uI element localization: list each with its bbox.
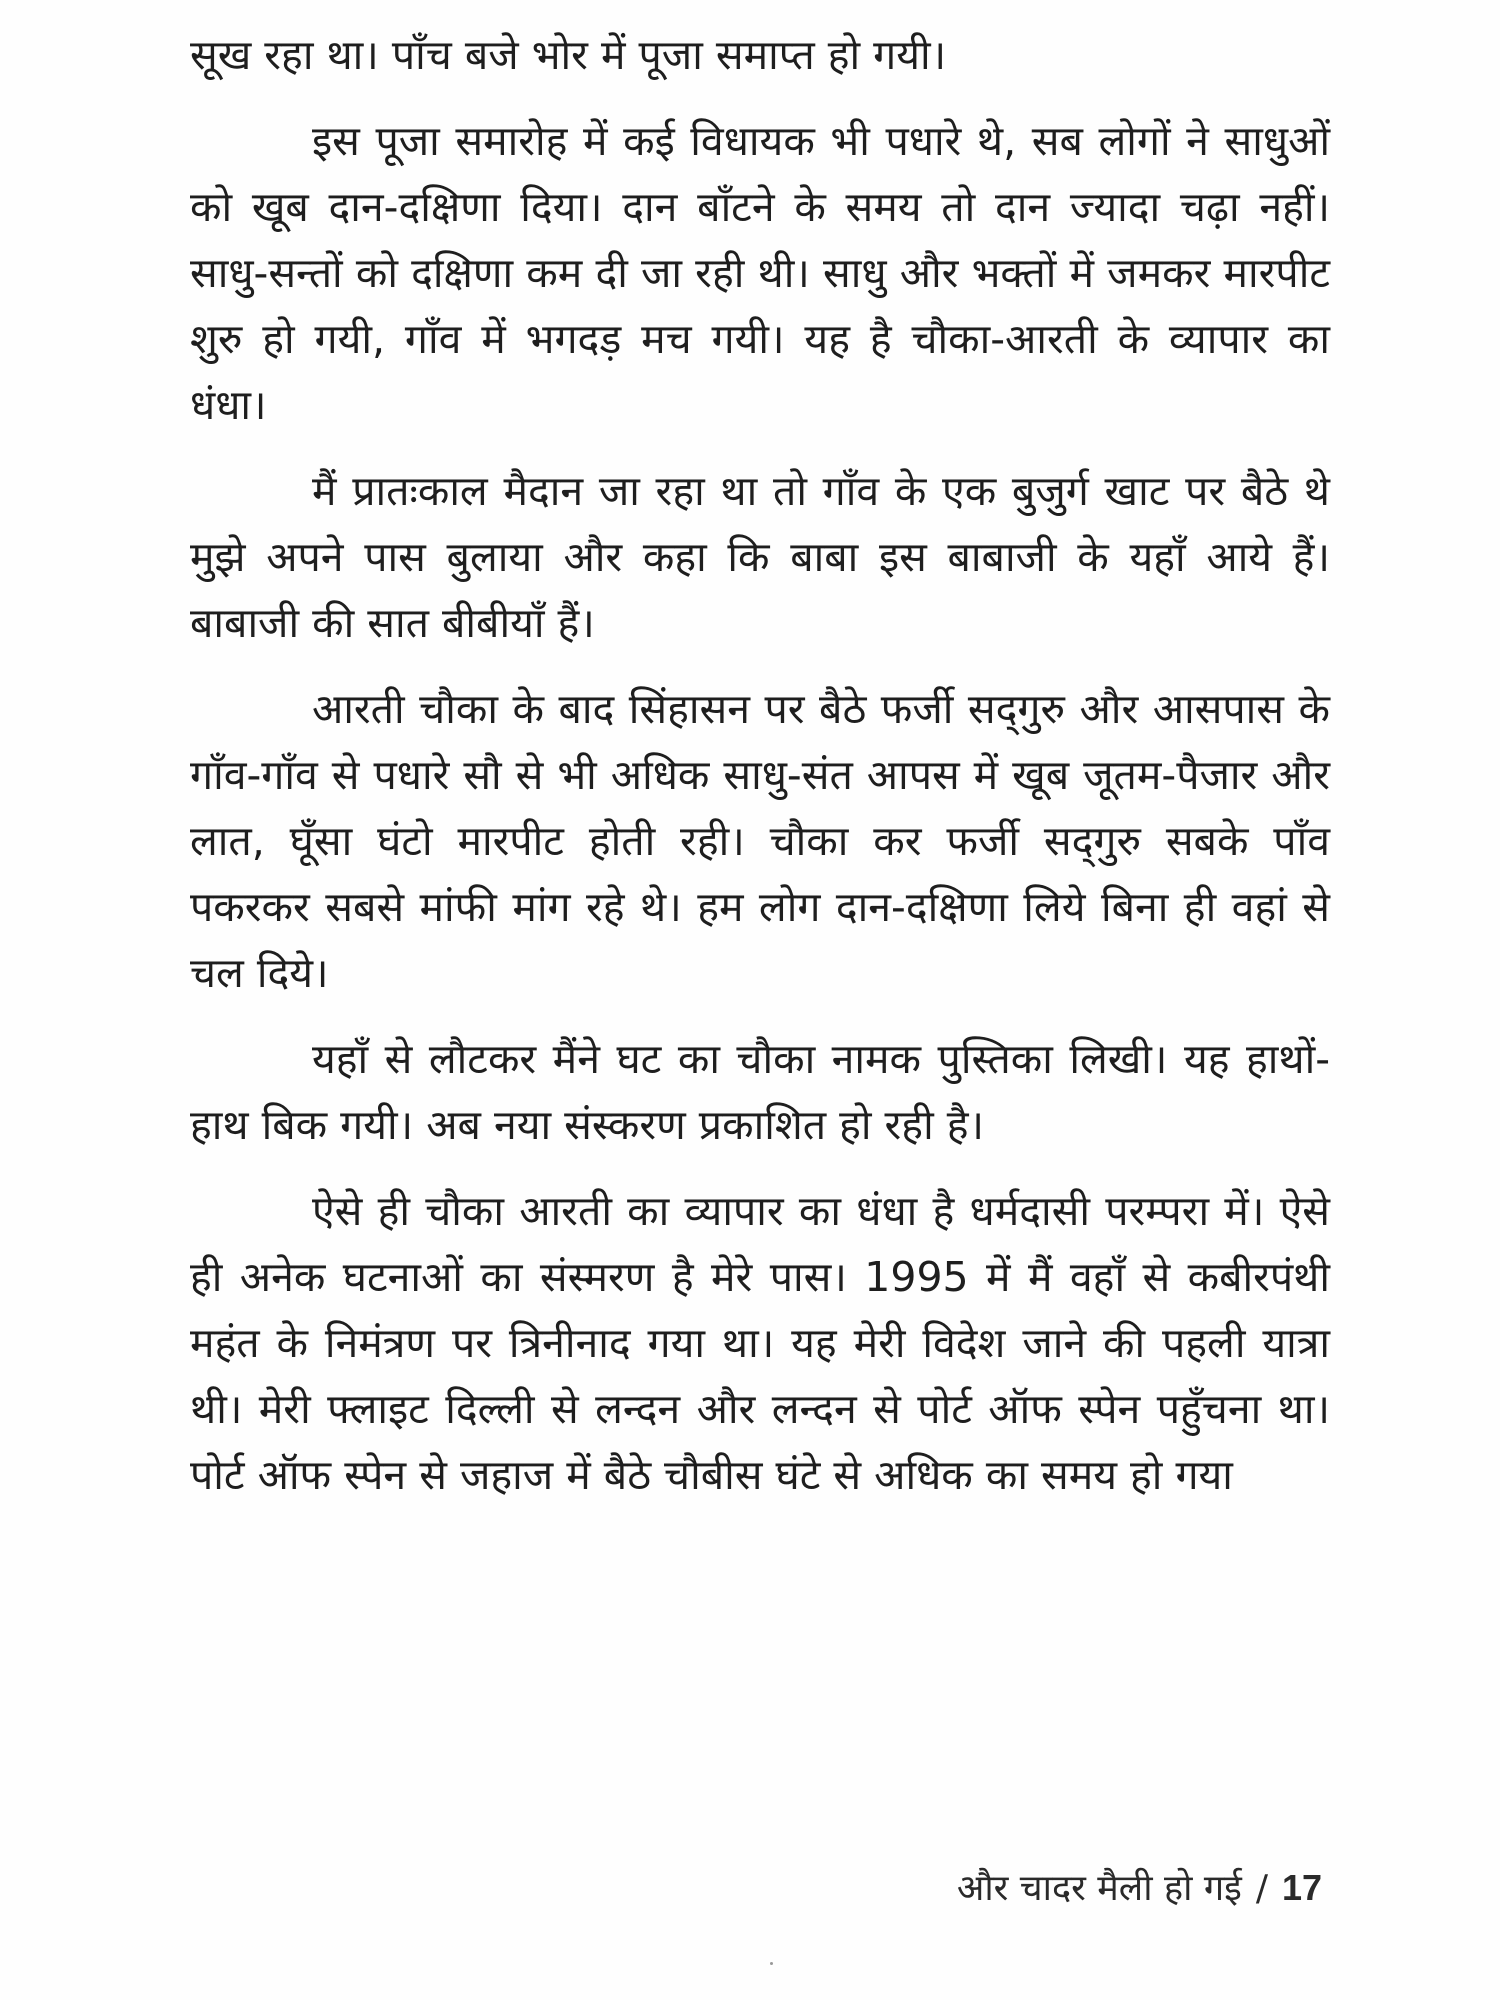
running-title: और चादर मैली हो गई [956,1868,1242,1909]
page-number: 17 [1281,1867,1322,1908]
paragraph-6: ऐसे ही चौका आरती का व्यापार का धंधा है धर्मदासी परम्परा में। ऐसे ही अनेक घटनाओं का संस्मरण है मेरे पास। 1995 में मैं वहाँ से कबीरपंथी महंत के निमंत्रण पर त्रिनीनाद गया था। यह मेरी विदेश जाने की पहली यात्रा थी। मेरी फ्लाइट दिल्ली से लन्दन और लन्दन से पोर्ट ऑफ स्पेन पहुँचना था। पोर्ट ऑफ स्पेन से जहाज में बैठे चौबीस घंटे से अधिक का समय हो गया [190,1187,1330,1499]
page-footer [957,1862,1322,1911]
paragraph-2: इस पूजा समारोह में कई विधायक भी पधारे थे, सब लोगों ने साधुओं को खूब दान-दक्षिणा दिया। दान बाँटने के समय तो दान ज्यादा चढ़ा नहीं। साधु-सन्तों को दक्षिणा कम दी जा रही थी। साधु और भक्तों में जमकर मारपीट शुरु हो गयी, गाँव में भगदड़ मच गयी। यह है चौका-आरती के व्यापार का धंधा। [190,117,1330,429]
print-speck [770,1962,773,1965]
paragraph-3: मैं प्रातःकाल मैदान जा रहा था तो गाँव के एक बुजुर्ग खाट पर बैठे थे मुझे अपने पास बुलाया और कहा कि बाबा इस बाबाजी के यहाँ आये हैं। बाबाजी की सात बीबीयाँ हैं। [190,467,1330,647]
body-text [190,22,1330,1528]
paragraph-1: सूख रहा था। पाँच बजे भोर में पूजा समाप्त हो गयी। [190,31,947,79]
paragraph-5: यहाँ से लौटकर मैंने घट का चौका नामक पुस्तिका लिखी। यह हाथों-हाथ बिक गयी। अब नया संस्करण प्रकाशित हो रही है। [190,1035,1330,1149]
footer-separator: / [1255,1868,1268,1909]
paragraph-4: आरती चौका के बाद सिंहासन पर बैठे फर्जी सद्‌गुरु और आसपास के गाँव-गाँव से पधारे सौ से भी अधिक साधु-संत आपस में खूब जूतम-पैजार और लात, घूँसा घंटो मारपीट होती रही। चौका कर फर्जी सद्‌गुरु सबके पाँव पकरकर सबसे मांफी मांग रहे थे। हम लोग दान-दक्षिणा लिये बिना ही वहां से चल दिये। [190,685,1330,997]
